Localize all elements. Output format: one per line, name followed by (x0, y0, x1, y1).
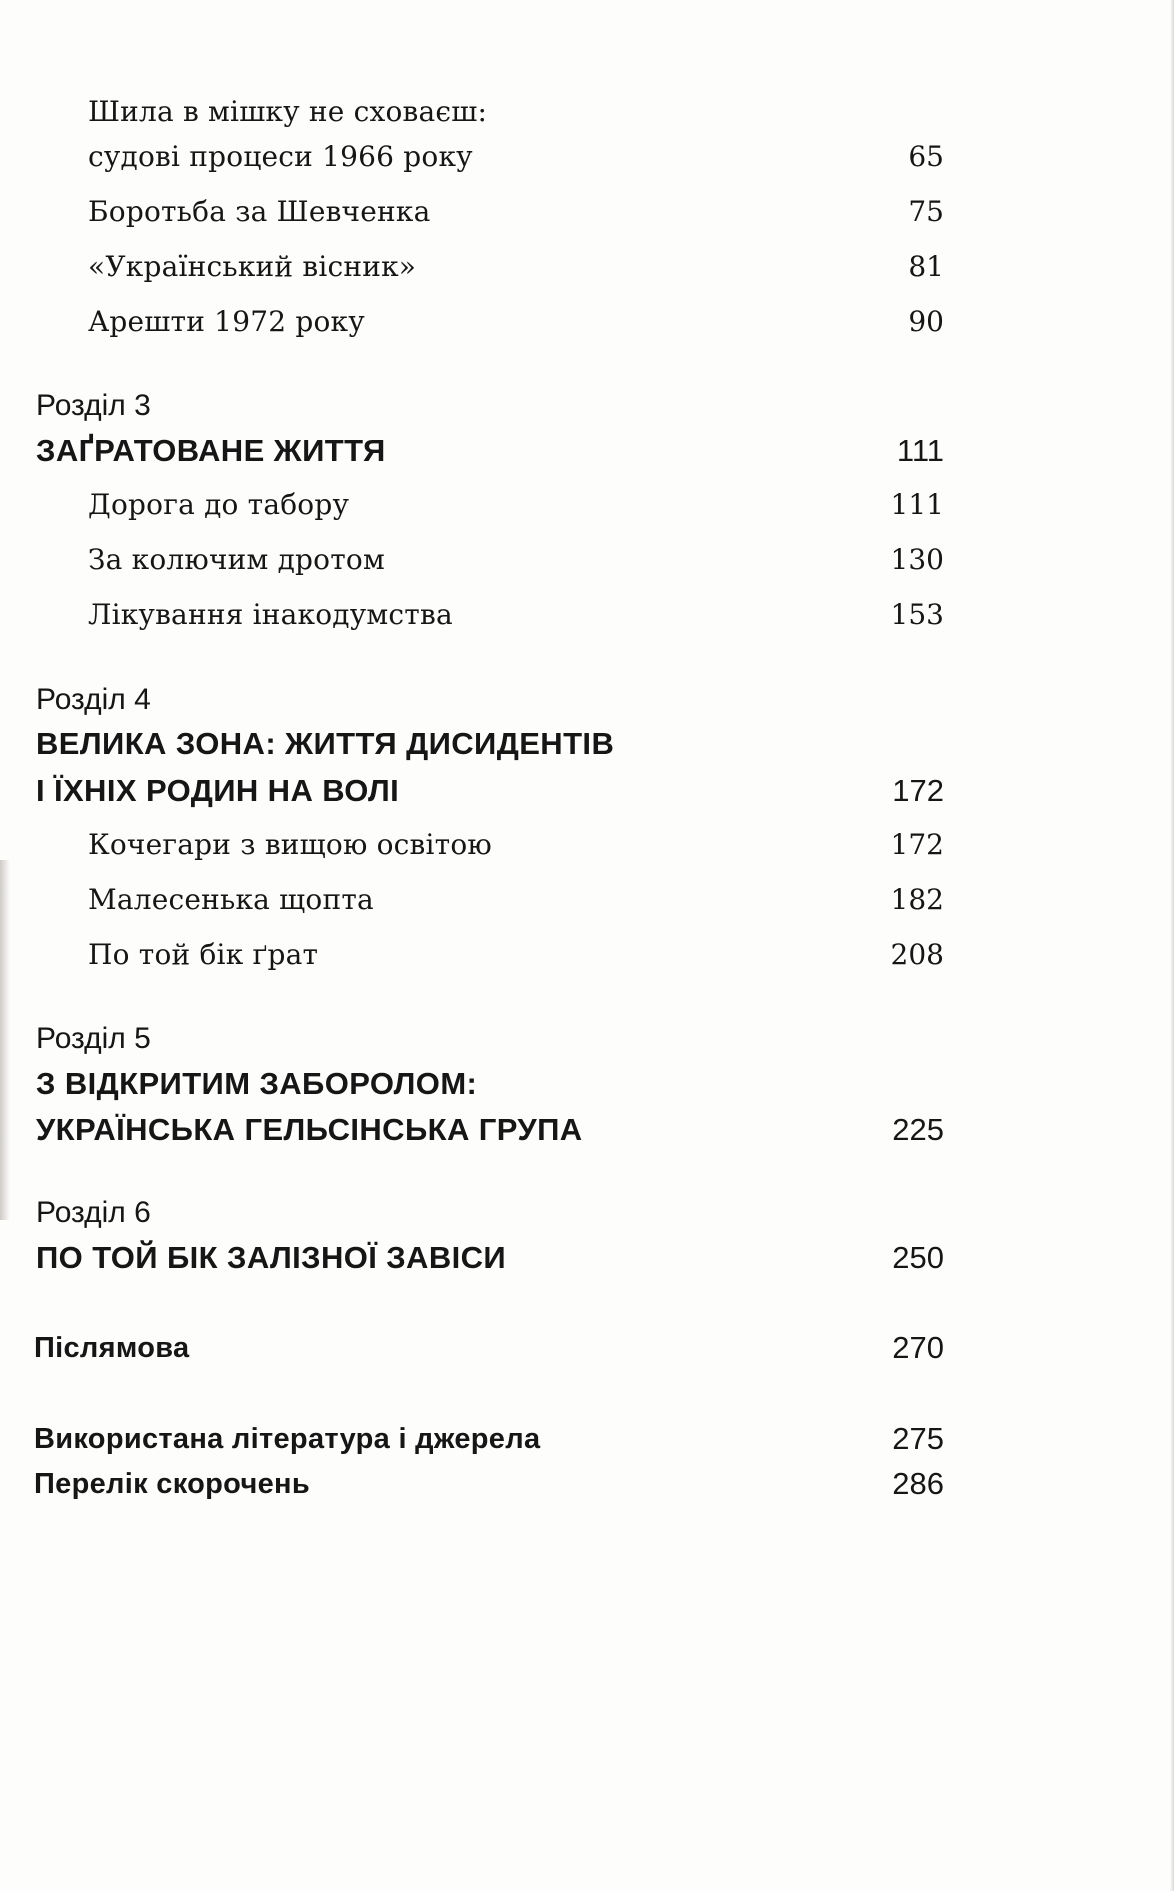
chapter-page: 250 (892, 1240, 944, 1275)
toc-entry-title: Боротьба за Шевченка (88, 195, 431, 228)
chapter-page: 172 (892, 773, 944, 808)
chapter-page: 111 (896, 433, 944, 468)
bibliography-page: 275 (892, 1421, 944, 1456)
chapter-title-line2: УКРАЇНСЬКА ГЕЛЬСІНСЬКА ГРУПА (36, 1112, 583, 1147)
page-edge (1170, 0, 1174, 1891)
toc-entry-title: По той бік ґрат (88, 938, 319, 971)
abbreviations-page: 286 (892, 1466, 944, 1501)
toc-entry-page: 75 (908, 195, 944, 228)
toc-entry-title: Дорога до табору (88, 488, 350, 521)
chapter-label: Розділ 4 (36, 683, 151, 716)
chapter-title-line1: З ВІДКРИТИМ ЗАБОРОЛОМ: (36, 1066, 478, 1101)
toc-entry-title-line2: судові процеси 1966 року (88, 140, 473, 173)
toc-entry-title: За колючим дротом (88, 543, 385, 576)
afterword-title: Післямова (34, 1332, 190, 1364)
chapter-page: 225 (892, 1112, 944, 1147)
toc-entry-title: Малесенька щопта (88, 883, 374, 916)
toc-entry-title: Арешти 1972 року (88, 305, 365, 338)
toc-entry-page: 130 (890, 543, 944, 576)
chapter-label: Розділ 5 (36, 1022, 151, 1055)
chapter-title: ЗАҐРАТОВАНЕ ЖИТТЯ (36, 433, 386, 468)
chapter-label: Розділ 3 (36, 389, 151, 422)
bibliography-title: Використана література і джерела (34, 1423, 541, 1455)
abbreviations-title: Перелік скорочень (34, 1468, 310, 1500)
toc-entry-page: 65 (908, 140, 944, 173)
toc-entry-title: Кочегари з вищою освітою (88, 828, 493, 861)
toc-entry-page: 111 (890, 488, 944, 521)
chapter-title: ПО ТОЙ БІК ЗАЛІЗНОЇ ЗАВІСИ (36, 1240, 507, 1275)
toc-entry-page: 153 (890, 598, 944, 631)
chapter-title-line1: ВЕЛИКА ЗОНА: ЖИТТЯ ДИСИДЕНТІВ (36, 726, 615, 761)
toc-entry-page: 182 (890, 883, 944, 916)
toc-entry-title: «Український вісник» (88, 250, 417, 283)
toc-entry-page: 81 (908, 250, 944, 283)
toc-entry-title-line1: Шила в мішку не сховаєш: (88, 95, 488, 128)
scan-edge-shadow (0, 860, 10, 1220)
toc-entry-page: 172 (890, 828, 944, 861)
toc-entry-title: Лікування інакодумства (88, 598, 453, 631)
chapter-label: Розділ 6 (36, 1196, 151, 1229)
toc-entry-page: 90 (908, 305, 944, 338)
toc-entry-page: 208 (890, 938, 944, 971)
afterword-page: 270 (892, 1330, 944, 1365)
chapter-title-line2: І ЇХНІХ РОДИН НА ВОЛІ (36, 773, 400, 808)
